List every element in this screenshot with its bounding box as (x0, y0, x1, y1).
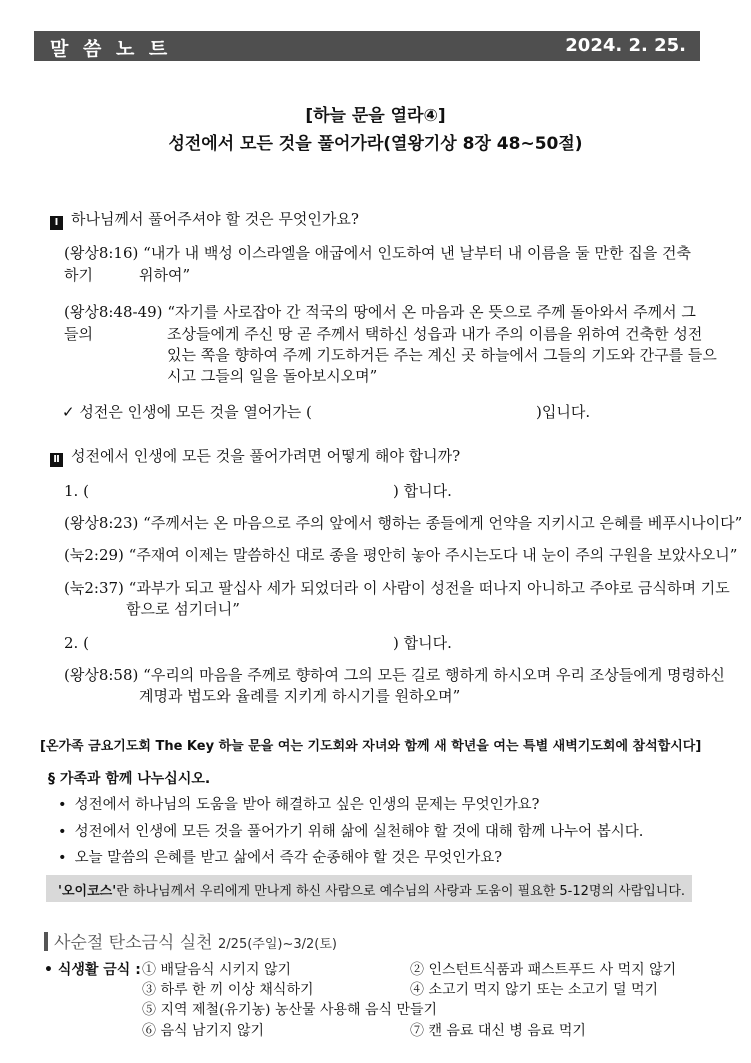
fasting-item: ⑥ 음식 남기지 않기 (142, 1023, 265, 1039)
verse-text-cont: 있는 쪽을 향하여 주께 기도하거든 주는 계신 곳 하늘에서 그들의 기도와 간구를 들으 (167, 346, 717, 364)
list-item (58, 846, 502, 867)
verse-block (64, 544, 738, 566)
fasting-item: ⑦ 캔 음료 대신 병 음료 먹기 (410, 1023, 586, 1039)
fasting-item: ③ 하루 한 끼 이상 채식하기 (142, 982, 314, 998)
verse-ref: (왕상8:16) (64, 244, 139, 262)
fill-suffix: ) 합니다. (393, 634, 452, 652)
verse-ref: (왕상8:48-49) (64, 303, 163, 321)
verse-ref: (왕상8:23) (64, 514, 139, 532)
fasting-item: ② 인스턴트식품과 패스트푸드 사 먹지 않기 (410, 962, 677, 978)
section2-marker: Ⅱ (50, 453, 63, 467)
fasting-range: 2/25(주일)~3/2(토) (218, 937, 337, 952)
oikos-term: '오이코스' (58, 884, 117, 899)
section1-question (50, 208, 359, 230)
bullet: • (58, 850, 67, 866)
verse-text-cont: 조상들에게 주신 땅 곧 주께서 택하신 성읍과 내가 주의 이름을 위하여 건축한 성전 (167, 325, 703, 343)
share-question: 오늘 말씀의 은혜를 받고 삶에서 즉각 순종해야 할 것은 무엇인가요? (74, 850, 503, 866)
section1-marker: Ⅰ (50, 216, 63, 230)
fill-suffix: )입니다. (536, 403, 591, 421)
verse-text: “내가 내 백성 이스라엘을 애굽에서 인도하여 낸 날부터 내 이름을 둘 만한 집을 건축하기 (64, 244, 691, 284)
bullet: • (58, 797, 67, 813)
verse-ref: (눅2:37) (64, 579, 124, 597)
fill-suffix: ) 합니다. (393, 482, 452, 500)
verse-ref: (눅2:29) (64, 546, 124, 564)
verse-ref: (왕상8:58) (64, 666, 139, 684)
fill-prefix: 2. ( (64, 634, 89, 652)
fasting-label: • 식생활 금식 : (44, 962, 141, 978)
fill-in-blank-1 (62, 401, 312, 423)
share-heading: § 가족과 함께 나누십시오. (48, 771, 211, 787)
verse-text-cont: 계명과 법도와 율례를 지키게 하시기를 원하오며” (139, 687, 461, 705)
header-title: 말 씀 노 트 (50, 38, 172, 60)
list-item (58, 820, 643, 841)
verse-text: “우리의 마음을 주께로 향하여 그의 모든 길로 행하게 하시오며 우리 조상들에게 명령하신 (143, 666, 725, 684)
fasting-title: 사순절 탄소금식 실천 (54, 933, 213, 953)
list-item (58, 793, 539, 814)
verse-text-cont: 위하여” (139, 266, 191, 284)
sermon-title: 성전에서 모든 것을 풀어가라(열왕기상 8장 48~50절) (168, 134, 583, 154)
verse-text: “과부가 되고 팔십사 세가 되었더라 이 사람이 성전을 떠나지 아니하고 주야로 금식하며 기도 (128, 579, 730, 597)
fasting-heading (44, 928, 337, 953)
section2-question-text: 성전에서 인생에 모든 것을 풀어가려면 어떻게 해야 합니까? (71, 447, 461, 465)
oikos-text (58, 880, 685, 899)
fasting-item: ⑤ 지역 제철(유기농) 농산물 사용해 음식 만들기 (142, 1002, 438, 1018)
fill-prefix: 성전은 인생에 모든 것을 열어가는 ( (79, 403, 312, 421)
verse-block (64, 664, 724, 686)
check-icon: ✓ (62, 403, 75, 421)
event-notice: [온가족 금요기도회 The Key 하늘 문을 여는 기도회와 자녀와 함께 새 학년을 여는 특별 새벽기도회에 참석합시다] (40, 739, 702, 754)
share-question: 성전에서 하나님의 도움을 받아 해결하고 싶은 인생의 문제는 무엇인가요? (74, 797, 540, 813)
header-bar (34, 31, 700, 61)
oikos-banner (46, 875, 692, 902)
section2-question (50, 445, 460, 467)
header-date: 2024. 2. 25. (565, 35, 686, 56)
verse-text-cont: 시고 그들의 일을 돌아보시오며” (167, 367, 378, 385)
bullet: • (58, 824, 67, 840)
verse-text: “주재여 이제는 말씀하신 대로 종을 평안히 놓아 주시는도다 내 눈이 주의 구원을 보았사오니” (128, 546, 738, 564)
oikos-desc: 란 하나님께서 우리에게 만나게 하신 사람으로 예수님의 사랑과 도움이 필요한 5-12명의 사람입니다. (116, 884, 686, 899)
share-question: 성전에서 인생에 모든 것을 풀어가기 위해 삶에 실천해야 할 것에 대해 함께 나누어 봅시다. (74, 824, 644, 840)
verse-text: “주께서는 온 마음으로 주의 앞에서 행하는 종들에게 언약을 지키시고 은혜를 베푸시나이다” (143, 514, 743, 532)
heading-bar (44, 932, 48, 951)
verse-text-cont: 함으로 섬기더니” (126, 600, 240, 618)
fasting-item: ① 배달음식 시키지 않기 (142, 962, 292, 978)
fill-prefix: 1. ( (64, 482, 89, 500)
fasting-item: ④ 소고기 먹지 않기 또는 소고기 덜 먹기 (410, 982, 659, 998)
sermon-series-title: [하늘 문을 열라④] (305, 106, 446, 126)
section1-question-text: 하나님께서 풀어주셔야 할 것은 무엇인가요? (71, 210, 359, 228)
verse-block (64, 512, 743, 534)
verse-text: “자기를 사로잡아 간 적국의 땅에서 온 마음과 온 뜻으로 주께 돌아와서 주께서 그들의 (64, 303, 696, 343)
verse-block (64, 577, 730, 599)
